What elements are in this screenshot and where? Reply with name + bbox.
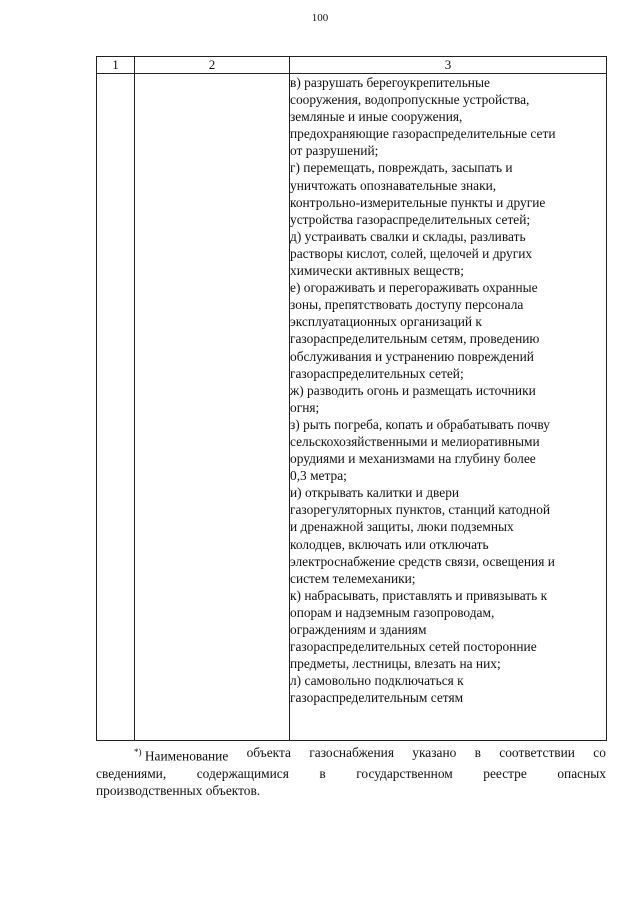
table-cell-text-line: е) огораживать и перегораживать охранные	[290, 280, 538, 296]
table-cell-text-line: колодцев, включать или отключать	[290, 536, 489, 552]
table-cell-text-line: газораспределительным сетям	[290, 690, 464, 706]
footnote-word	[134, 744, 228, 765]
table-cell-text-line: предметы, лестницы, влезать на них;	[290, 656, 501, 672]
table-cell-text-line: ж) разводить огонь и размещать источники	[290, 382, 536, 398]
footnote-word: объекта	[246, 745, 291, 760]
table-cell-text-line: зоны, препятствовать доступу персонала	[290, 297, 524, 313]
table-cell-text-line: д) устраивать свалки и склады, разливать	[290, 228, 526, 244]
table-cell-text-line: орудиями и механизмами на глубину более	[290, 451, 536, 467]
table-cell-col2	[135, 74, 290, 741]
table-cell-text-line: электроснабжение средств связи, освещения и	[290, 553, 555, 569]
footnote-line-1	[96, 744, 606, 765]
table-cell-text-line: з) рыть погреба, копать и обрабатывать почву	[290, 416, 550, 432]
table-cell-text-line: контрольно-измерительные пункты и другие	[290, 194, 546, 210]
column-header-2: 2	[135, 57, 290, 74]
footnote-line-2	[96, 765, 606, 783]
table-header-row	[97, 57, 607, 74]
table-cell-text-line: к) набрасывать, приставлять и привязывать к	[290, 587, 548, 603]
table-cell-text-line: предохраняющие газораспределительные сети	[290, 126, 556, 142]
table-cell-text-line: земляные и иные сооружения,	[290, 109, 463, 125]
table-cell-text-line: от разрушений;	[290, 143, 379, 159]
table-cell-text-line: газораспределительных сетей посторонние	[290, 639, 537, 655]
table-cell-text-line: химически активных веществ;	[290, 263, 464, 279]
document-table	[96, 56, 607, 741]
table-row	[97, 74, 607, 741]
footnote-word: государственном	[356, 765, 453, 781]
column-header-1: 1	[97, 57, 135, 74]
table-cell-text-line: уничтожать опознавательные знаки,	[290, 177, 497, 193]
table-cell-text-line: огня;	[290, 399, 320, 415]
footnote-word-text: Наименование	[144, 748, 229, 764]
table-cell-text-line: л) самовольно подключаться к	[290, 673, 464, 689]
table-cell-text-line: ограждениям и зданиям	[290, 622, 427, 637]
table-cell-text-line: сельскохозяйственными и мелиоративными	[290, 433, 540, 449]
column-header-3: 3	[290, 57, 607, 74]
footnote-word: в	[474, 745, 481, 760]
footnote-word: содержащимися	[196, 765, 289, 781]
table-cell-col3	[290, 74, 607, 741]
table-cell-text-line: опорам и надземным газопроводам,	[290, 604, 495, 620]
table-cell-text-line: сооружения, водопропускные устройства,	[290, 92, 530, 108]
table-cell-text-line: газораспределительных сетей;	[290, 365, 464, 381]
footnote-line-3: производственных объектов.	[96, 783, 261, 799]
footnote	[96, 744, 606, 800]
table-cell-text-line: эксплуатационных организаций к	[290, 314, 482, 330]
table-cell-text-line: и дренажной защиты, люки подземных	[290, 519, 514, 535]
table-cell-text-line: устройства газораспределительных сетей;	[290, 211, 531, 227]
footnote-word: в	[319, 765, 326, 781]
table-cell-text-line: в) разрушать берегоукрепительные	[290, 75, 490, 90]
footnote-word: соответствии	[499, 745, 575, 760]
table-cell-text-line: систем телемеханики;	[290, 570, 416, 586]
table-cell-text-line: растворы кислот, солей, щелочей и других	[290, 245, 533, 261]
table-cell-text-line: г) перемещать, повреждать, засыпать и	[290, 160, 513, 176]
footnote-word: газоснабжения	[309, 745, 394, 760]
table-cell-text-line: обслуживания и устранению повреждений	[290, 348, 534, 364]
footnote-word: указано	[412, 745, 457, 760]
footnote-word: реестре	[483, 765, 527, 781]
table-cell-text-line: газораспределительным сетям, проведению	[290, 331, 540, 347]
footnote-marker: *)	[134, 747, 142, 757]
table-cell-text-line: газорегуляторных пунктов, станций катодной	[290, 502, 551, 518]
table-cell-col1	[97, 74, 135, 741]
table-cell-text-line: и) открывать калитки и двери	[290, 485, 460, 501]
table-cell-text-line: 0,3 метра;	[290, 468, 347, 484]
page-number: 100	[311, 12, 329, 24]
footnote-word: сведениями,	[96, 765, 167, 781]
footnote-word: опасных	[557, 765, 606, 781]
footnote-word: со	[593, 745, 606, 760]
